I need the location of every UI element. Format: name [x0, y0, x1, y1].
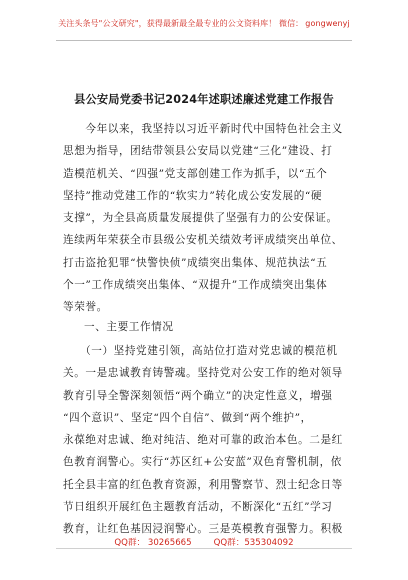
- text-line: 坚持”推动党建工作的“软实力”转化成公安发展的“硬: [63, 189, 323, 202]
- text-line: 造模范机关、“四强”党支部创建工作为抓手，以“五个: [63, 167, 328, 180]
- text-line: 今年以来，我坚持以习近平新时代中国特色社会主义: [63, 123, 343, 135]
- text-line: 思想为指导，团结带领县公安局以党建“三化”建设、打: [63, 145, 333, 158]
- text-line: 连续两年荣获全市县级公安机关绩效考评成绩突出单位、: [63, 234, 343, 247]
- paragraph-intro: [63, 118, 345, 319]
- footer-qq-groups: [0, 536, 408, 548]
- text-line: 教育，让红色基因浸润警心。三是英模教育强警力。积极: [63, 523, 343, 536]
- text-line: 打击盗抢犯罪“快警快侦”成绩突出集体、规范执法“五: [63, 256, 328, 269]
- text-line: 支撑”，为全县高质量发展提供了坚强有力的公安保证。: [63, 212, 338, 225]
- text-line: 托全县丰富的红色教育资源，利用警察节、烈士纪念日等: [63, 478, 343, 491]
- footer-qq-group-1: QQ群： 30265665: [114, 538, 192, 548]
- text-line: 等荣誉。: [63, 301, 108, 314]
- text-line: 个一”工作成绩突出集体、“双提升”工作成绩突出集体: [63, 279, 328, 292]
- footer-divider: [56, 548, 352, 549]
- text-line: 永葆绝对忠诚、绝对纯洁、绝对可靠的政治本色。二是红: [63, 434, 343, 447]
- document-title: 县公安局党委书记2024年述职述廉述党建工作报告: [74, 93, 334, 106]
- header-promo-note: [0, 18, 408, 29]
- section-heading: 一、主要工作情况: [84, 321, 174, 333]
- text-line: 教育引导全警深刻领悟“两个确立”的决定性意义，增强: [63, 389, 333, 402]
- footer-qq-group-2: QQ群：535304092: [213, 538, 294, 548]
- header-promo-text: 关注头条号"公文研究"，获得最新最全最专业的公文资料库！ 微信：: [58, 19, 304, 28]
- text-line: “四个意识”、坚定“四个自信”、做到“两个维护”，: [63, 411, 312, 424]
- paragraph-work-situation: [63, 340, 345, 541]
- header-divider: [56, 40, 352, 41]
- text-line: 色教育润警心。实行“苏区红+公安蓝”双色育警机制，依: [63, 456, 342, 469]
- wechat-id: gongwenyj: [305, 19, 350, 28]
- text-line: （一）坚持党建引领，高站位打造对党忠诚的模范机: [63, 345, 338, 357]
- text-line: 关。一是忠诚教育铸警魂。坚持党对公安工作的绝对领导: [63, 367, 343, 380]
- text-line: 节日组织开展红色主题教育活动，不断深化“五红”学习: [63, 501, 333, 514]
